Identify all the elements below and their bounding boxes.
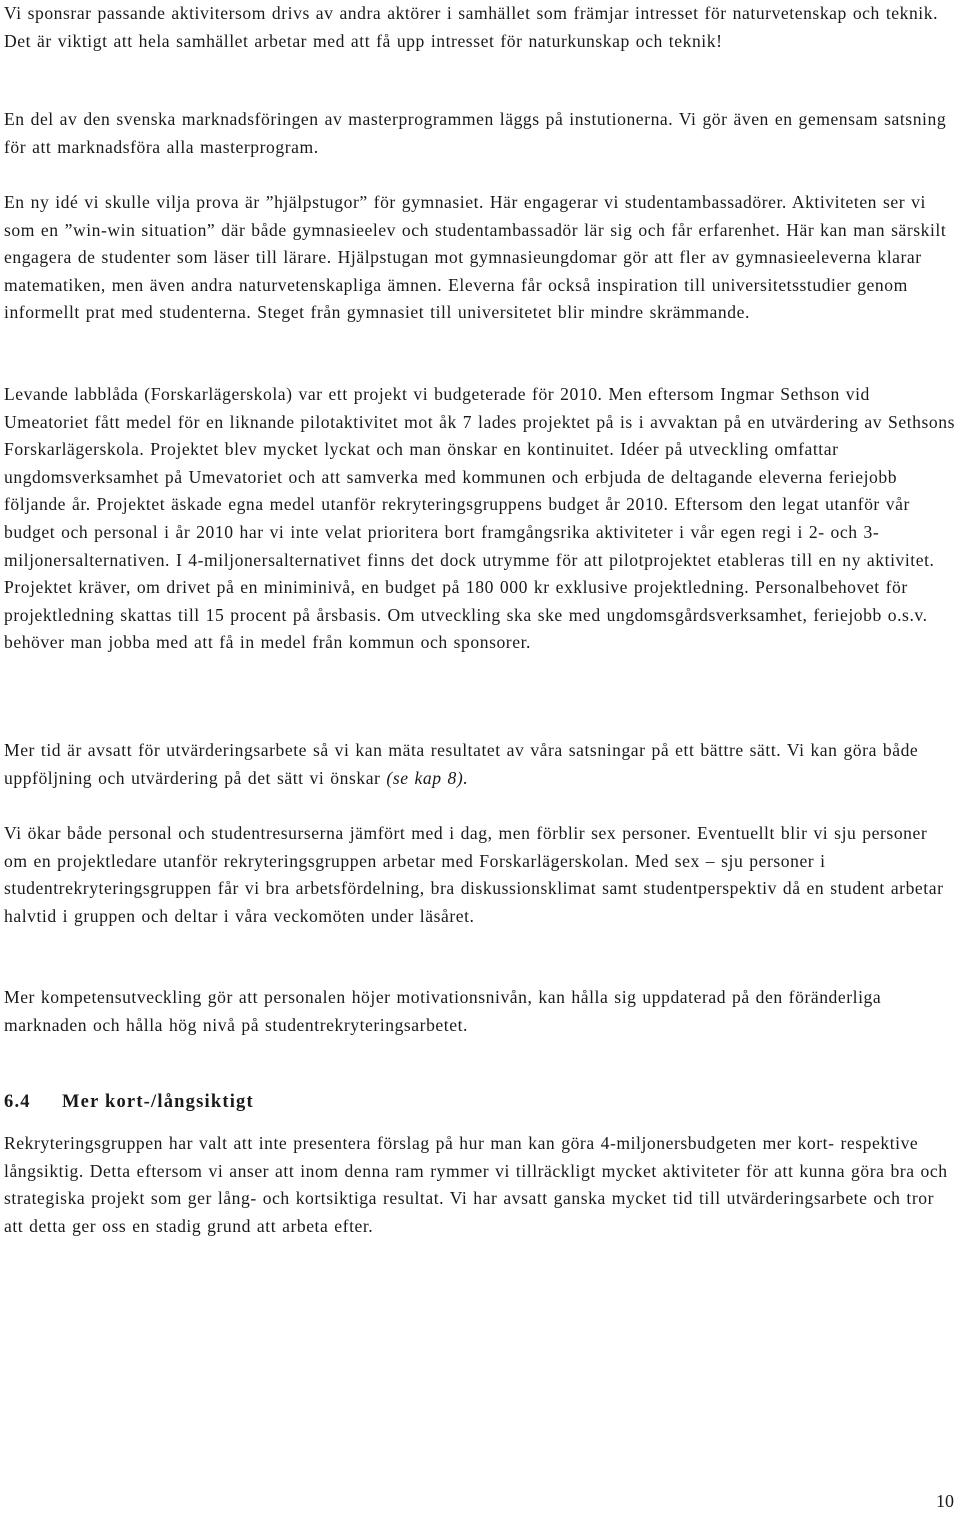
chapter-reference: (se kap 8). <box>386 767 469 788</box>
paragraph-evaluation-time <box>4 737 956 792</box>
paragraph-staffing: Vi ökar både personal och studentresurserna jämfört med i dag, men förblir sex personer. Eventuellt blir vi sju personer om en projektledare utanför rekryteringsgruppen arbetar med Forskarlägerskolan. Med sex – sju personer i studentrekryteringsgruppen får vi bra arbetsfördelning, bra diskussionsklimat samt studentperspektiv då en student arbetar halvtid i gruppen och deltar i våra veckomöten under läsåret. <box>4 823 944 926</box>
section-heading <box>4 1089 254 1116</box>
paragraph-competence: Mer kompetensutveckling gör att personalen höjer motivationsnivån, kan hålla sig uppdaterad på den föränderliga marknaden och hålla hög nivå på studentrekryteringsarbetet. <box>4 987 882 1035</box>
paragraph-evaluation-text: Mer tid är avsatt för utvärderingsarbete så vi kan mäta resultatet av våra satsningar på ett bättre sätt. Vi kan göra både uppföljning och utvärdering på det sätt vi önskar <box>4 740 919 788</box>
section-title: Mer kort-/långsiktigt <box>62 1092 254 1112</box>
page-number: 10 <box>936 1491 954 1511</box>
paragraph-hjalpstugor: En ny idé vi skulle vilja prova är ”hjälpstugor” för gymnasiet. Här engagerar vi studentambassadörer. Aktiviteten ser vi som en ”win-win situation” där både gymnasieelev och studentambassadör lär sig och får erfarenhet. Här kan man särskilt engagera de studenter som läser till lärare. Hjälpstugan mot gymnasieungdomar gör att fler av gymnasieeleverna klarar matematiken, men även andra naturvetenskapliga ämnen. Eleverna får också inspiration till universitetsstudier genom informellt prat med studenterna. Steget från gymnasiet till universitetet blir mindre skrämmande. <box>4 192 947 323</box>
paragraph-recruitment-group: Rekryteringsgruppen har valt att inte presentera förslag på hur man kan göra 4-miljonersbudgeten mer kort- respektive långsiktig. Detta eftersom vi anser att inom denna ram rymmer vi tillräckligt mycket aktiviteter för att kunna göra bra och strategiska projekt som ger lång- och kortsiktiga resultat. Vi har avsatt ganska mycket tid till utvärderingsarbete och tror att detta ger oss en stadig grund att arbeta efter. <box>4 1133 948 1236</box>
paragraph-marketing: En del av den svenska marknadsföringen av masterprogrammen läggs på instutionerna. Vi gör även en gemensam satsning för att marknadsföra alla masterprogram. <box>4 109 947 157</box>
paragraph-sponsoring: Vi sponsrar passande aktivitersom drivs av andra aktörer i samhället som främjar intresset för naturvetenskap och teknik. Det är viktigt att hela samhället arbetar med att få upp intresset för naturkunskap och teknik! <box>4 3 939 51</box>
paragraph-labblada: Levande labblåda (Forskarlägerskola) var ett projekt vi budgeterade för 2010. Men eftersom Ingmar Sethson vid Umeatoriet fått medel för en liknande pilotaktivitet mot åk 7 lades projektet på is i avvaktan på en utvärdering av Sethsons Forskarlägerskola. Projektet blev mycket lyckat och man önskar en kontinuitet. Idéer på utveckling omfattar ungdomsverksamhet på Umevatoriet och att samverka med kommunen och erbjuda de deltagande eleverna feriejobb följande år. Projektet äskade egna medel utanför rekryteringsgruppens budget år 2010. Eftersom den legat utanför vår budget och personal i år 2010 har vi inte velat prioritera bort framgångsrika aktiviteter i vår egen regi i 2- och 3-miljonersalternativen. I 4-miljonersalternativet finns det dock utrymme för att pilotprojektet etableras till en ny aktivitet. Projektet kräver, om drivet på en miniminivå, en budget på 180 000 kr exklusive projektledning. Personalbehovet för projektledning skattas till 15 procent på årsbasis. Om utveckling ska ske med ungdomsgårdsverksamhet, feriejobb o.s.v. behöver man jobba med att få in medel från kommun och sponsorer. <box>4 384 956 653</box>
section-number: 6.4 <box>4 1092 31 1112</box>
